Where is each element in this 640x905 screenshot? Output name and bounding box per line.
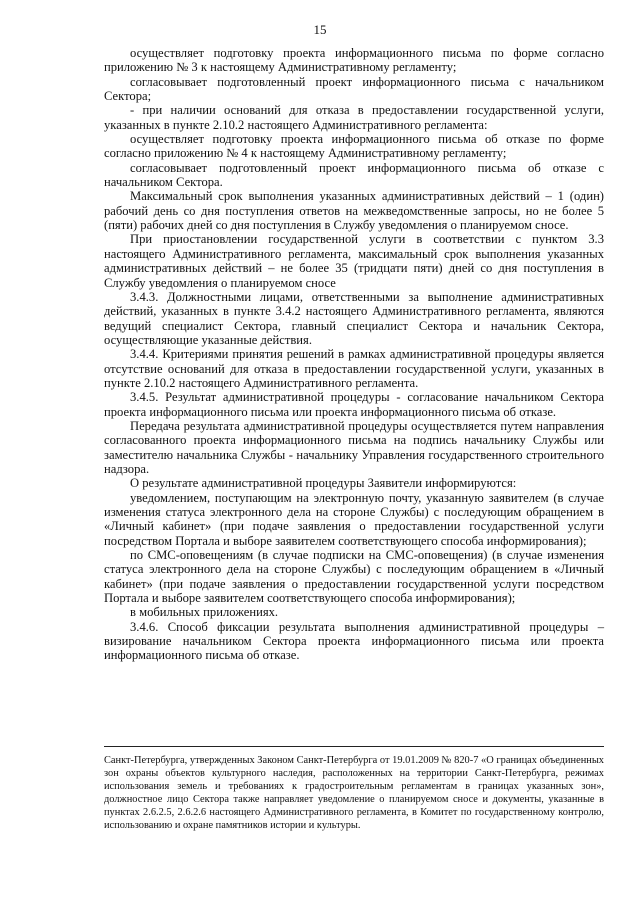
paragraph: 3.4.4. Критериями принятия решений в рамках административной процедуры является отсутствие оснований для отказа в предоставлении государственной услуги, указанных в пункте 2.10.2 настоящего Административного регламента. [104, 347, 604, 390]
paragraph: по СМС-оповещениям (в случае подписки на СМС-оповещения) (в случае изменения статуса электронного дела на стороне Службы) с последующим обращением в «Личный кабинет» (при подаче заявления о предоставлении государственной услуги посредством Портала и выборе заявителем соответствующего способа информирования); [104, 548, 604, 606]
paragraph: осуществляет подготовку проекта информационного письма по форме согласно приложению № 3 к настоящему Административному регламенту; [104, 46, 604, 75]
paragraph: О результате административной процедуры Заявители информируются: [130, 476, 517, 491]
paragraph: Максимальный срок выполнения указанных административных действий – 1 (один) рабочий день со дня поступления ответов на межведомственные запросы, но не более 5 (пяти) рабочих дней со дня поступления в Службу уведомления о планируемом сносе. [104, 189, 604, 233]
paragraph: 3.4.3. Должностными лицами, ответственными за выполнение административных действий, указанных в пункте 3.4.2 настоящего Административного регламента, являются ведущий специалист Сектора, главный специалист Сектора и начальник Сектора, осуществляющие указанные действия. [104, 289, 604, 347]
paragraph: осуществляет подготовку проекта информационного письма об отказе по форме согласно приложению № 4 к настоящему Административному регламенту; [104, 132, 604, 161]
paragraph: согласовывает подготовленный проект информационного письма с начальником Сектора; [104, 74, 604, 104]
paragraph: 3.4.5. Результат административной процедуры - согласование начальником Сектора проекта информационного письма или проекта информационного письма об отказе. [104, 390, 604, 419]
body-text [104, 46, 604, 663]
paragraph: в мобильных приложениях. [130, 605, 279, 620]
paragraph: согласовывает подготовленный проект информационного письма об отказе с начальником Сектора. [104, 160, 604, 190]
paragraph: 3.4.6. Способ фиксации результата выполнения административной процедуры – визирование начальником Сектора проекта информационного письма или проекта информационного письма об отказе. [104, 619, 604, 663]
paragraph: Передача результата административной процедуры осуществляется путем направления согласованного проекта информационного письма на подпись начальнику Службы или заместителю начальника Службы - начальнику Управления государственного строительного надзора. [104, 418, 604, 476]
footnote: Санкт-Петербурга, утвержденных Законом Санкт-Петербурга от 19.01.2009 № 820-7 «О границах объединенных зон охраны объектов культурного наследия, расположенных на территории Санкт-Петербурга, режимах использования земель и требованиях к градостроительным регламентам в границах указанных зон», должностное лицо Сектора также направляет уведомление о планируемом сносе и документы, указанные в пунктах 2.6.2.5, 2.6.2.6 настоящего Административного регламента, в Комитет по государственному контролю, использованию и охране памятников истории и культуры. [104, 755, 604, 831]
page-number: 15 [313, 22, 327, 37]
paragraph: - при наличии оснований для отказа в предоставлении государственной услуги, указанных в пункте 2.10.2 настоящего Административного регламента: [104, 103, 604, 132]
paragraph: уведомлением, поступающим на электронную почту, указанную заявителем (в случае изменения статуса электронного дела на стороне Службы) с последующим обращением в «Личный кабинет» (при подаче заявления о предоставлении государственной услуги посредством Портала и выборе заявителем соответствующего способа информирования); [104, 490, 604, 548]
footnote-divider [104, 746, 604, 747]
paragraph: При приостановлении государственной услуги в соответствии с пунктом 3.3 настоящего Административного регламента, максимальный срок выполнения указанных административных действий – не более 35 (тридцати пяти) дней со дня поступления в Службу уведомления о планируемом сносе [104, 232, 604, 290]
